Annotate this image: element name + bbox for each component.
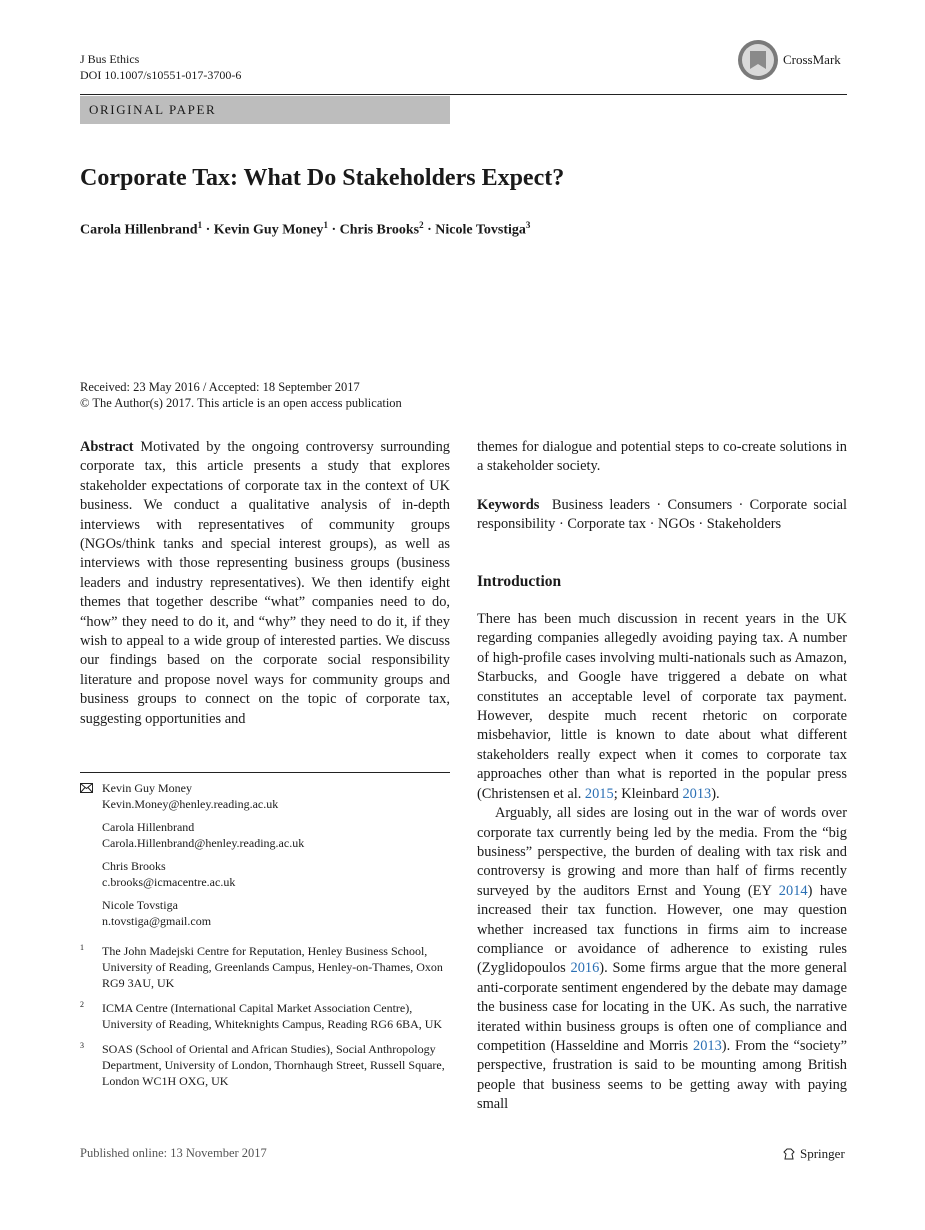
citation-link[interactable]: 2014 [778,882,808,899]
paper-type-banner: ORIGINAL PAPER [80,96,450,124]
author-affiliation-mark: 1 [323,220,328,230]
springer-horse-icon [782,1147,796,1161]
right-column [477,438,847,1115]
keywords-label: Keywords [477,496,540,513]
contact-email[interactable]: n.tovstiga@gmail.com [102,914,212,928]
publisher-name: Springer [800,1146,845,1161]
abstract-block [80,438,450,729]
header-rule [80,94,847,95]
contact-email[interactable]: c.brooks@icmacentre.ac.uk [102,875,236,889]
author-separator: · [423,222,436,238]
author-name[interactable]: Kevin Guy Money [213,222,324,238]
journal-name: J Bus Ethics [80,52,140,66]
correspondence-block [80,780,450,1098]
keywords-line [477,496,847,535]
paragraph-text: ). From the “society” perspective, frustration is said to be mounting among British people that business seems to be getting away with paying small [477,1037,847,1113]
footnote-rule [80,772,450,773]
introduction-heading: Introduction [477,572,562,590]
author-affiliation-mark: 2 [419,220,424,230]
abstract-continuation: themes for dialogue and potential steps to co-create solutions in a stakeholder society. [477,439,847,475]
crossmark-badge[interactable] [737,39,841,81]
contact-email[interactable]: Carola.Hillenbrand@henley.reading.ac.uk [102,836,305,850]
contact-entry [102,780,450,812]
paragraph-text: There has been much discussion in recent years in the UK regarding companies allegedly avoiding paying tax. A number of high-profile cases involving multi-nationals such as Amazon, Starbucks, and Google have triggered a debate on what constitutes an acceptable level of corporate tax payment. However, despite much recent rhetoric on corporate misbehavior, little is known to date about what different stakeholders really expect when it comes to corporate tax approaches other than what is reported in the popular press (Christensen et al. [477,611,847,802]
author-name[interactable]: Carola Hillenbrand [80,222,198,238]
author-list [80,215,530,241]
citation-link[interactable]: 2016 [570,960,600,977]
copyright-line: © The Author(s) 2017. This article is an open access publication [80,396,402,410]
received-accepted: Received: 23 May 2016 / Accepted: 18 September 2017 [80,380,360,394]
contact-email[interactable]: Kevin.Money@henley.reading.ac.uk [102,797,279,811]
contact-name: Nicole Tovstiga [102,898,178,912]
contact-entry [102,897,450,929]
publisher-logo [782,1146,845,1162]
affiliation-entry [80,1041,450,1089]
author-affiliation-mark: 3 [525,220,531,230]
crossmark-icon [737,39,779,81]
affiliation-entry [80,1000,450,1032]
doi[interactable]: DOI 10.1007/s10551-017-3700-6 [80,68,242,82]
author-name[interactable]: Chris Brooks [339,222,420,238]
article-title: Corporate Tax: What Do Stakeholders Expect? [80,165,565,191]
citation-link[interactable]: 2015 [584,785,614,802]
affiliation-entry [80,943,450,991]
affiliation-text: SOAS (School of Oriental and African Studies), Social Anthropology Department, University of London, Thornhaugh Street, Russell Square, London WC1H OXG, UK [102,1042,445,1088]
paragraph-text: ). Some firms argue that the more general anti-corporate sentiment engendered by the debate may damage the business case for locating in the UK. As such, the narrative iterated within business groups is often one of compliance and competition (Hasseldine and Morris [477,960,847,1054]
article-dates [80,379,402,411]
paragraph-text: Arguably, all sides are losing out in the war of words over corporate tax currently being led by the media. From the “big business” perspective, the burden of dealing with tax risk and controversy is growing and more than half of firms recently surveyed by the auditors Ernst and Young (EY [477,805,847,899]
contact-name: Carola Hillenbrand [102,820,195,834]
paragraph-text: ). [711,785,720,802]
published-online: Published online: 13 November 2017 [80,1146,267,1160]
affiliation-number: 3 [80,1041,84,1050]
paragraph-text: ) have increased their tax function. However, one may question whether increased tax functions in firms aim to increase compliance or avoidance of adherence to existing rules (Zyglidopoulos [477,882,847,977]
contact-entry [102,819,450,851]
affiliation-text: ICMA Centre (International Capital Market Association Centre), University of Reading, Whiteknights Campus, Reading RG6 6BA, UK [102,1001,443,1031]
journal-header [80,51,241,83]
crossmark-label: CrossMark [783,52,841,67]
author-separator: · [327,222,340,238]
author-separator: · [202,222,214,238]
paragraph-text: ; Kleinbard [613,785,683,802]
abstract-text: Motivated by the ongoing controversy surrounding corporate tax, this article presents a study that explores stakeholder expectations of corporate tax in the context of UK business. We conduct a qualitative analysis of in-depth interviews with representatives of community groups (NGOs/think tanks and special interest groups), as well as interviews with those representing business groups (business leaders and industry representatives). We then identify eight themes that together describe “what” companies need to do, “how” they need to do it, and “why” they need to do it, if they wish to appeal to a wide group of interested parties. We discuss our findings based on the corporate social responsibility literature and propose novel ways for community groups and business groups to connect on the topic of corporate tax, suggesting opportunities and [80,439,450,727]
affiliation-number: 2 [80,1000,84,1009]
author-name[interactable]: Nicole Tovstiga [435,222,526,238]
citation-link[interactable]: 2013 [682,785,712,802]
abstract-label: Abstract [80,439,134,455]
affiliation-number: 1 [80,943,84,952]
contact-name: Kevin Guy Money [102,781,192,795]
contact-name: Chris Brooks [102,859,166,873]
intro-paragraph-1 [477,610,847,804]
envelope-icon [80,783,93,793]
intro-paragraph-2 [477,804,847,1115]
citation-link[interactable]: 2013 [693,1037,722,1054]
keywords-text: Business leaders · Consumers · Corporate social responsibility · Corporate tax · NGOs · Stakeholders [477,496,847,533]
author-affiliation-mark: 1 [197,220,203,230]
contact-entry [102,858,450,890]
affiliation-text: The John Madejski Centre for Reputation, Henley Business School, University of Reading, Greenlands Campus, Henley-on-Thames, Oxon RG9 3AU, UK [102,944,443,990]
